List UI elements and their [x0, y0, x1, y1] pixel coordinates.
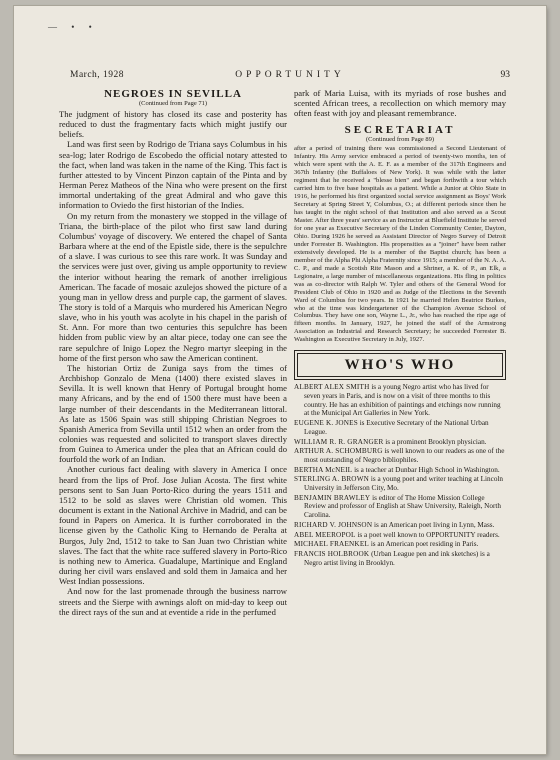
top-marks: — • •	[48, 22, 98, 32]
contributor-name: ALBERT ALEX SMITH	[294, 383, 370, 392]
secretariat-text: after a period of training there was commissioned a Second Lieutenant of Infantry. His Army service embraced a period of twenty-two months, ten of which were spent with the A. E. F. as a member of the 317th Engineers and 367th Infantry (the Buffaloes of New York). It was while with the latter regiment that he received a "blesse bien" and began forthwith a tour which carried him to five base hospitals as a patient. While a Junior at Ohio State in 1916, he performed his first organized social service assignment as Boys' Work Secretary at Spring Street Y, Columbus, O.; at different periods since then he has taught in the night school of that Institution and also served as a Scout Master. After three years' service as an Instructor at Bluefield Institute he served for one year as Executive Secretary of the Linden Community Center, Dayton, Ohio. During 1926 he served as Assistant Director of Negro Survey of Detroit under Forrester B. Washington. His propensities as a "joiner" have been rather extensively developed. He is a member of the Baptist church; has been a member of the Alpha Phi Alpha Fraternity since 1915; a member of the N. A. A. C. P., and made a Scotish Rite Mason and a Shriner, a K. of P., an Elk, a Legionaire, a large number of miscellaneous organizations. His fling in politics was as co-director with Ralph W. Tyler and others of the General Wood for President Club of Ohio in 1920 and as Judge of the Elections in the Seventh Ward of Columbus for two years. In 1921 he married Helen Beatrice Burkes, who at the time was kindergartener of the Champion Avenue School of Columbus. They have one son, Wayne L., Jr., who has reached the ripe age of fifteen months. In January, 1927, he joined the staff of the Armstrong Association as Industrial and Research Secretary; he succeeded Forrester B. Washington as Executive Secretary in July, 1927.	[294, 145, 506, 344]
article-paragraph: Land was first seen by Rodrigo de Triana says Columbus in his sea-log; later Rodrigo de Escobedo the official notary attested to the fact, when land was taken in the name of the King. This fact is further attested to by Vincent Pinzon captain of the Pinta and by Herman Perez Matheos of the Nina who were present on the first immortal undertaking of the great Admiral and who gave this information to Oviedo the first historian of the Indies.	[59, 139, 287, 211]
whos-who-entry	[294, 383, 506, 418]
article-paragraph: Another curious fact dealing with slavery in America I once heard from the lips of Prof. Jose Julian Acosta. The first white persons sent to San Juan Porto-Rico during the years 1511 and 1512 to be sold as slaves were Christian old women. This document is extant in the National Archive in Madrid, and can be found in Papers on America. It is further corroborated in the license given by the Catholic King to Hernando de Peralta at Burgos, July 2nd, 1512 to take to San Juan two Christian white slaves. The fact that the white race suffered slavery in Porto-Rico is nothing new to America. Guadalupe, Martinique and England during her civil wars enslaved and sold them in Jamaica and her West Indian possessions.	[59, 464, 287, 587]
contributor-name: MICHAEL FRAENKEL	[294, 540, 370, 549]
contributor-bio: is a prominent Brooklyn physician.	[385, 437, 487, 446]
contributor-name: WILLIAM R. R. GRANGER	[294, 437, 384, 446]
left-column	[59, 88, 287, 617]
contributor-bio: is Executive Secretary of the National Urban League.	[304, 419, 489, 436]
contributor-name: STERLING A. BROWN	[294, 475, 370, 484]
article-paragraph: And now for the last promenade through the business narrow streets and the Sierpe with awnings aloft on mid-day to keep out the direct rays of the sun and at eventide a ride in the perfumed	[59, 586, 287, 617]
contributor-name: EUGENE K. JONES	[294, 419, 358, 428]
whos-who-entry	[294, 550, 506, 567]
contributor-name: RICHARD V. JOHNSON	[294, 520, 373, 529]
contributor-name: BERTHA McNEIL	[294, 465, 353, 474]
article-paragraph: The historian Ortiz de Zuniga says from the times of Archbishop Gonzalo de Mena (1400) there existed slaves in Sevilla. It is well known that Henry of Portugal brought home many Africans, and by the end of 1500 there must have been a large number of their descendants in the Mediterranean littoral. As late as 1506 Spain was still shipping Christian Negroes to Spanish America from Sevilla until 1512 when an order from the colonies was requested and solicited to transport slaves directly from Guinea to America under the plea that an African could do fourfold the work of an Indian.	[59, 362, 287, 465]
article-paragraph: On my return from the monastery we stopped in the village of Triana, the birth-place of the pilot who first saw land during Columbus' voyage of discovery. We entered the chapel of Santa Barbara where at the end of the Epistle side, there is the sepulchre of a slave. I was curious to see this rare work. It was Sunday and the services were just over, giving us ample opportunity to review the interior without hearing the remark of another irreligious American. The facade of mosaic azulejos showed the picture of a young man in yellow dress and purple cap, the garment of slaves. The story is told of a Marquis who murdered his American Negro slave, who in his youth was acolyte in his chapel in the parish of St. Ann. For more than two centuries this sepulchre has been hidden from public view by an altar piece, today one can see the rare sepulchre of Inigo Lopez the Negro martyr sleeping in the home of the first person who saw the American continent.	[59, 210, 287, 363]
whos-who-heading-box	[294, 350, 506, 380]
contributor-name: ARTHUR A. SCHOMBURG	[294, 447, 383, 456]
page-number: 93	[500, 70, 510, 80]
whos-who-list	[294, 383, 506, 567]
whos-who-entry	[294, 494, 506, 520]
right-column	[294, 88, 506, 568]
issue-date: March, 1928	[70, 70, 125, 80]
whos-who-entry	[294, 531, 506, 540]
whos-who-title: WHO'S WHO	[297, 353, 503, 377]
secretariat-title: SECRETARIAT	[344, 124, 456, 137]
whos-who-entry	[294, 475, 506, 492]
whos-who-entry	[294, 438, 506, 447]
contributor-name: ABEL MEEROPOL	[294, 530, 356, 539]
continued-note: (Continued from Page 71)	[138, 100, 208, 107]
contributor-name: BENJAMIN BRAWLEY	[294, 493, 371, 502]
magazine-title: OPPORTUNITY	[235, 70, 345, 80]
contributor-bio: is a young poet and writer teaching at Lincoln University in Jefferson City, Mo.	[304, 475, 504, 493]
contributor-bio: is an American poet residing in Paris.	[370, 540, 479, 549]
page-header	[70, 70, 510, 84]
whos-who-entry	[294, 521, 506, 530]
magazine-page	[14, 6, 546, 754]
whos-who-entry	[294, 419, 506, 436]
contributor-bio: is a poet well known to OPPORTUNITY readers.	[357, 530, 500, 539]
contributor-bio: (Urban League pen and ink sketches) is a Negro artist living in Brooklyn.	[304, 549, 490, 567]
contributor-name: FRANCIS HOLBROOK	[294, 549, 370, 558]
article-paragraph: The judgment of history has closed its case and posterity has reduced to dust the fragmentary facts which might justify our beliefs.	[59, 109, 287, 140]
article-continuation: park of Maria Luisa, with its myriads of rose bushes and scented African trees, a recollection on which memory may often feast with joy and pleasant remembrance.	[294, 88, 506, 119]
contributor-bio: is a teacher at Dunbar High School in Washington.	[354, 465, 500, 474]
whos-who-entry	[294, 540, 506, 549]
whos-who-entry	[294, 447, 506, 464]
contributor-bio: is an American poet living in Lynn, Mass.	[374, 520, 495, 529]
contributor-bio: is editor of The Home Mission College Review and professor of English at Shaw University, Raleigh, North Carolina.	[304, 493, 501, 520]
contributor-bio: is a young Negro artist who has lived for seven years in Paris, and is now on a visit of three months to this country. He has an exhibition of paintings and etchings now running at the Municipal Art Galleries in New York.	[304, 383, 501, 418]
whos-who-entry	[294, 466, 506, 475]
contributor-bio: is well known to our readers as one of the most outstanding of Negro bibliophiles.	[304, 447, 505, 464]
continued-note: (Continued from Page 89)	[365, 136, 435, 144]
article-title: NEGROES IN SEVILLA	[104, 88, 242, 100]
